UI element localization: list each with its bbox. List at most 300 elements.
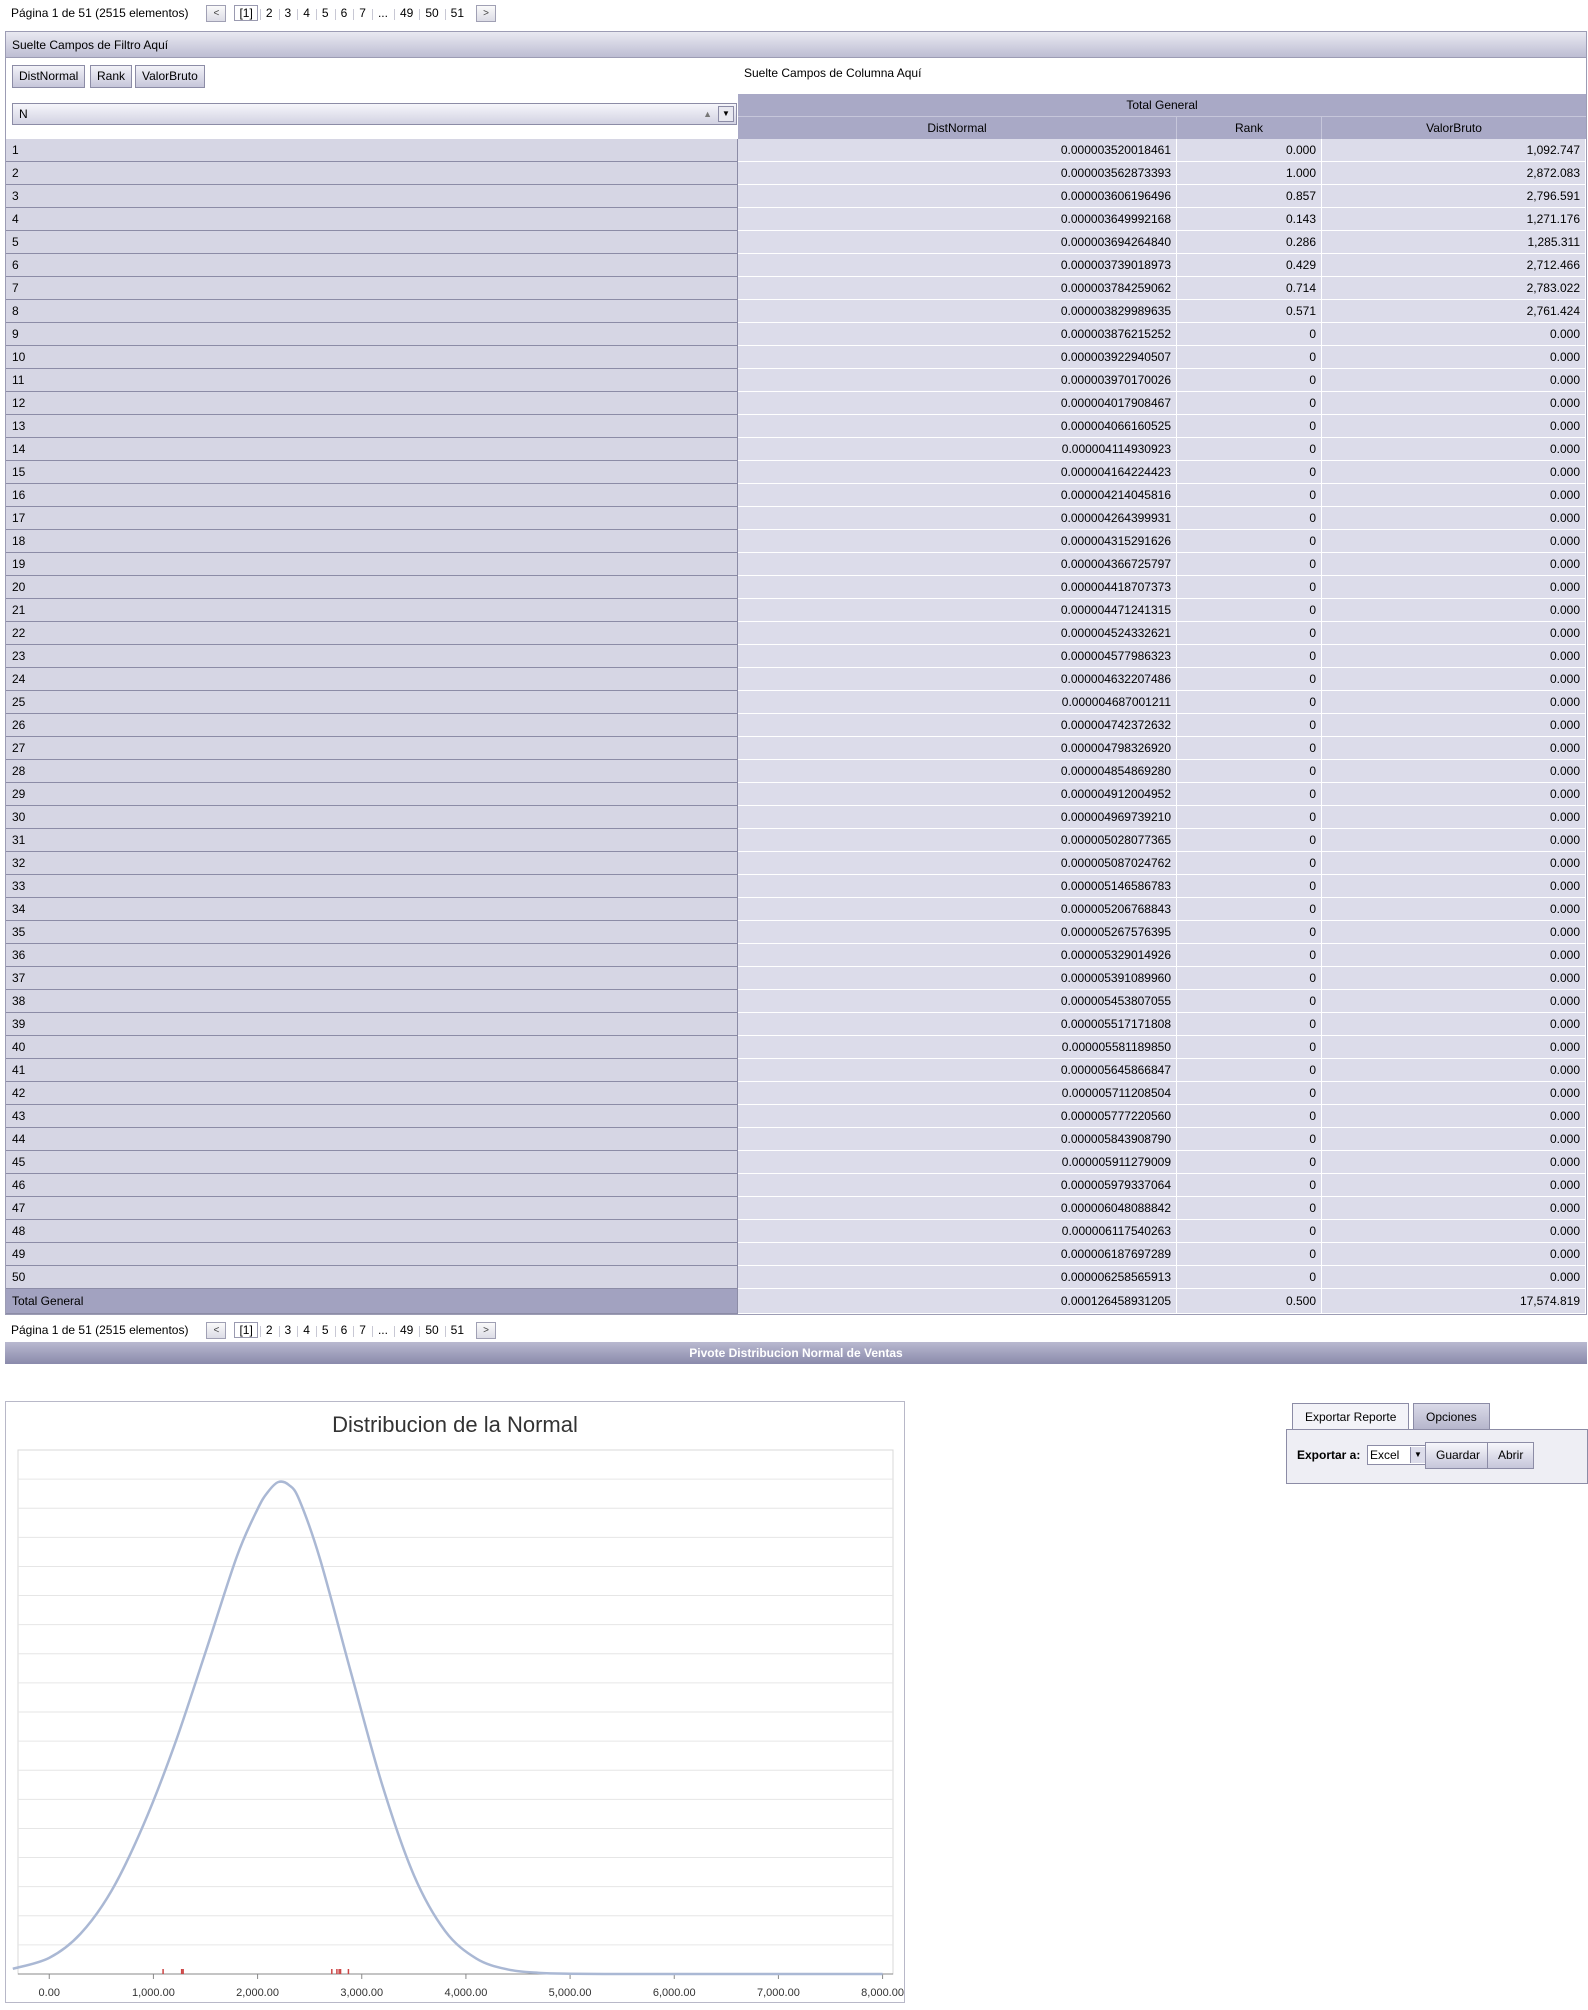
pager-bottom <box>5 1317 1587 1343</box>
page-link[interactable]: [1] <box>234 1322 257 1338</box>
cell-valorbruto: 1,285.311 <box>1322 231 1586 254</box>
cell-rank: 0 <box>1177 1220 1322 1243</box>
cell-rank: 0.714 <box>1177 277 1322 300</box>
page-ellipsis[interactable]: ... <box>372 1323 394 1337</box>
table-row[interactable] <box>6 990 1586 1013</box>
row-label: 15 <box>6 461 738 484</box>
cell-distnormal: 0.000004315291626 <box>738 530 1177 553</box>
row-label: 20 <box>6 576 738 599</box>
cell-valorbruto: 0.000 <box>1322 1036 1586 1059</box>
cell-valorbruto: 0.000 <box>1322 484 1586 507</box>
cell-valorbruto: 0.000 <box>1322 1197 1586 1220</box>
cell-valorbruto: 0.000 <box>1322 599 1586 622</box>
table-row[interactable] <box>6 392 1586 415</box>
cell-distnormal: 0.000004687001211 <box>738 691 1177 714</box>
cell-rank: 0 <box>1177 1151 1322 1174</box>
filter-dropdown-icon[interactable]: ▼ <box>718 106 734 122</box>
page-link[interactable]: 3 <box>279 1323 298 1337</box>
cell-distnormal: 0.000004577986323 <box>738 645 1177 668</box>
cell-rank: 0 <box>1177 1082 1322 1105</box>
row-field-n[interactable] <box>12 103 737 125</box>
row-label: 30 <box>6 806 738 829</box>
field-valorbruto-button[interactable]: ValorBruto <box>135 65 205 88</box>
table-row[interactable] <box>6 1197 1586 1220</box>
cell-rank: 0 <box>1177 599 1322 622</box>
row-label: 17 <box>6 507 738 530</box>
cell-valorbruto: 0.000 <box>1322 668 1586 691</box>
table-row[interactable] <box>6 875 1586 898</box>
table-row[interactable] <box>6 921 1586 944</box>
total-row <box>6 1289 1586 1314</box>
save-button[interactable]: Guardar <box>1425 1442 1491 1469</box>
cell-valorbruto: 0.000 <box>1322 1105 1586 1128</box>
cell-distnormal: 0.000004366725797 <box>738 553 1177 576</box>
page-link[interactable]: 49 <box>394 1323 419 1337</box>
export-body <box>1286 1429 1588 1484</box>
table-row[interactable] <box>6 645 1586 668</box>
cell-distnormal: 0.000004471241315 <box>738 599 1177 622</box>
table-row[interactable] <box>6 530 1586 553</box>
cell-distnormal: 0.000006258565913 <box>738 1266 1177 1289</box>
cell-rank: 0 <box>1177 1013 1322 1036</box>
x-tick-label: 7,000.00 <box>757 1987 800 1999</box>
table-row[interactable] <box>6 576 1586 599</box>
row-label: 42 <box>6 1082 738 1105</box>
row-label: 24 <box>6 668 738 691</box>
cell-valorbruto: 0.000 <box>1322 1082 1586 1105</box>
pivot-footer-title: Pivote Distribucion Normal de Ventas <box>5 1342 1587 1364</box>
cell-rank: 0 <box>1177 829 1322 852</box>
table-row[interactable] <box>6 553 1586 576</box>
cell-valorbruto: 0.000 <box>1322 507 1586 530</box>
cell-rank: 0.143 <box>1177 208 1322 231</box>
chevron-right-icon: > <box>483 7 489 19</box>
cell-rank: 0 <box>1177 760 1322 783</box>
cell-distnormal: 0.000005267576395 <box>738 921 1177 944</box>
table-row[interactable] <box>6 1220 1586 1243</box>
cell-rank: 0 <box>1177 691 1322 714</box>
page-link[interactable]: 51 <box>445 1323 470 1337</box>
cell-distnormal: 0.000003562873393 <box>738 162 1177 185</box>
row-label: 27 <box>6 737 738 760</box>
table-row[interactable] <box>6 737 1586 760</box>
table-row[interactable] <box>6 1105 1586 1128</box>
table-row[interactable] <box>6 852 1586 875</box>
cell-valorbruto: 0.000 <box>1322 438 1586 461</box>
cell-rank: 0 <box>1177 852 1322 875</box>
cell-distnormal: 0.000005206768843 <box>738 898 1177 921</box>
cell-rank: 0 <box>1177 1036 1322 1059</box>
cell-distnormal: 0.000005329014926 <box>738 944 1177 967</box>
cell-distnormal: 0.000003694264840 <box>738 231 1177 254</box>
row-label: 18 <box>6 530 738 553</box>
cell-valorbruto: 0.000 <box>1322 1013 1586 1036</box>
cell-rank: 0 <box>1177 783 1322 806</box>
cell-valorbruto: 2,712.466 <box>1322 254 1586 277</box>
row-label: 25 <box>6 691 738 714</box>
cell-valorbruto: 2,872.083 <box>1322 162 1586 185</box>
table-row[interactable] <box>6 1151 1586 1174</box>
page-ellipsis[interactable]: ... <box>372 6 394 20</box>
cell-valorbruto: 0.000 <box>1322 1128 1586 1151</box>
total-label: Total General <box>6 1289 738 1314</box>
cell-valorbruto: 0.000 <box>1322 760 1586 783</box>
export-format-select[interactable] <box>1367 1445 1427 1465</box>
row-label: 44 <box>6 1128 738 1151</box>
cell-valorbruto: 0.000 <box>1322 415 1586 438</box>
cell-valorbruto: 1,092.747 <box>1322 139 1586 162</box>
cell-valorbruto: 0.000 <box>1322 392 1586 415</box>
row-label: 12 <box>6 392 738 415</box>
cell-distnormal: 0.000004798326920 <box>738 737 1177 760</box>
row-label: 40 <box>6 1036 738 1059</box>
cell-distnormal: 0.000005453807055 <box>738 990 1177 1013</box>
cell-valorbruto: 0.000 <box>1322 369 1586 392</box>
row-label: 4 <box>6 208 738 231</box>
table-row[interactable] <box>6 231 1586 254</box>
chevron-left-icon: < <box>213 7 220 19</box>
cell-valorbruto: 0.000 <box>1322 967 1586 990</box>
table-row[interactable] <box>6 346 1586 369</box>
cell-rank: 0 <box>1177 438 1322 461</box>
total-distnormal: 0.000126458931205 <box>738 1289 1177 1314</box>
table-row[interactable] <box>6 967 1586 990</box>
page-link[interactable]: 7 <box>353 6 372 20</box>
cell-valorbruto: 0.000 <box>1322 645 1586 668</box>
page-link[interactable]: 6 <box>335 1323 354 1337</box>
cell-rank: 0 <box>1177 1174 1322 1197</box>
table-row[interactable] <box>6 162 1586 185</box>
page-link[interactable]: 5 <box>316 1323 335 1337</box>
next-page-button[interactable] <box>476 5 496 22</box>
table-row[interactable] <box>6 323 1586 346</box>
cell-distnormal: 0.000004114930923 <box>738 438 1177 461</box>
cell-distnormal: 0.000006048088842 <box>738 1197 1177 1220</box>
cell-distnormal: 0.000005087024762 <box>738 852 1177 875</box>
cell-valorbruto: 0.000 <box>1322 1243 1586 1266</box>
filter-drop-area[interactable]: Suelte Campos de Filtro Aquí <box>6 32 1586 58</box>
cell-distnormal: 0.000005979337064 <box>738 1174 1177 1197</box>
cell-valorbruto: 0.000 <box>1322 783 1586 806</box>
cell-valorbruto: 0.000 <box>1322 1266 1586 1289</box>
cell-distnormal: 0.000003922940507 <box>738 346 1177 369</box>
page-link[interactable]: 5 <box>316 6 335 20</box>
cell-valorbruto: 2,761.424 <box>1322 300 1586 323</box>
pivot-grid <box>5 31 1587 1315</box>
table-row[interactable] <box>6 622 1586 645</box>
row-label: 31 <box>6 829 738 852</box>
cell-rank: 0 <box>1177 392 1322 415</box>
row-label: 7 <box>6 277 738 300</box>
table-row[interactable] <box>6 369 1586 392</box>
table-row[interactable] <box>6 1128 1586 1151</box>
cell-distnormal: 0.000003520018461 <box>738 139 1177 162</box>
cell-rank: 0 <box>1177 530 1322 553</box>
cell-rank: 0.286 <box>1177 231 1322 254</box>
normal-distribution-chart <box>6 1402 904 2002</box>
cell-distnormal: 0.000006117540263 <box>738 1220 1177 1243</box>
row-label: 46 <box>6 1174 738 1197</box>
table-row[interactable] <box>6 1013 1586 1036</box>
table-row[interactable] <box>6 254 1586 277</box>
page-link[interactable]: 50 <box>419 6 444 20</box>
cell-rank: 0 <box>1177 668 1322 691</box>
cell-valorbruto: 0.000 <box>1322 990 1586 1013</box>
table-row[interactable] <box>6 185 1586 208</box>
cell-rank: 0 <box>1177 1128 1322 1151</box>
row-label: 41 <box>6 1059 738 1082</box>
table-row[interactable] <box>6 668 1586 691</box>
cell-distnormal: 0.000005391089960 <box>738 967 1177 990</box>
cell-rank: 0 <box>1177 553 1322 576</box>
cell-valorbruto: 0.000 <box>1322 622 1586 645</box>
cell-distnormal: 0.000003739018973 <box>738 254 1177 277</box>
page-link[interactable]: [1] <box>234 5 257 21</box>
row-label: 29 <box>6 783 738 806</box>
cell-distnormal: 0.000003970170026 <box>738 369 1177 392</box>
page-link[interactable]: 49 <box>394 6 419 20</box>
table-row[interactable] <box>6 1059 1586 1082</box>
page-link[interactable]: 2 <box>260 6 279 20</box>
cell-rank: 0 <box>1177 1243 1322 1266</box>
table-row[interactable] <box>6 714 1586 737</box>
cell-distnormal: 0.000004418707373 <box>738 576 1177 599</box>
page-link[interactable]: 51 <box>445 6 470 20</box>
cell-rank: 0 <box>1177 323 1322 346</box>
cell-distnormal: 0.000004264399931 <box>738 507 1177 530</box>
cell-distnormal: 0.000005146586783 <box>738 875 1177 898</box>
cell-rank: 0 <box>1177 1197 1322 1220</box>
chevron-right-icon: > <box>483 1324 489 1336</box>
row-label: 36 <box>6 944 738 967</box>
cell-valorbruto: 0.000 <box>1322 691 1586 714</box>
x-tick-label: 8,000.00 <box>861 1987 904 1999</box>
prev-page-button[interactable] <box>206 5 226 22</box>
table-row[interactable] <box>6 484 1586 507</box>
row-label: 39 <box>6 1013 738 1036</box>
table-row[interactable] <box>6 1174 1586 1197</box>
field-distnormal-button[interactable]: DistNormal <box>12 65 85 88</box>
tab-export-report[interactable]: Exportar Reporte <box>1292 1403 1409 1429</box>
row-label: 49 <box>6 1243 738 1266</box>
table-row[interactable] <box>6 944 1586 967</box>
cell-distnormal: 0.000004632207486 <box>738 668 1177 691</box>
chevron-down-icon: ▼ <box>1410 1447 1425 1463</box>
table-row[interactable] <box>6 1036 1586 1059</box>
cell-rank: 0.429 <box>1177 254 1322 277</box>
row-label: 22 <box>6 622 738 645</box>
page-link[interactable]: 6 <box>335 6 354 20</box>
row-label: 10 <box>6 346 738 369</box>
table-row[interactable] <box>6 806 1586 829</box>
table-row[interactable] <box>6 691 1586 714</box>
cell-valorbruto: 0.000 <box>1322 323 1586 346</box>
pager-top <box>5 0 1587 26</box>
chevron-left-icon: < <box>213 1324 220 1336</box>
sort-icon: ▲ <box>703 109 712 119</box>
table-row[interactable] <box>6 898 1586 921</box>
table-row[interactable] <box>6 415 1586 438</box>
cell-valorbruto: 0.000 <box>1322 1220 1586 1243</box>
cell-distnormal: 0.000004214045816 <box>738 484 1177 507</box>
table-row[interactable] <box>6 507 1586 530</box>
cell-distnormal: 0.000004969739210 <box>738 806 1177 829</box>
cell-rank: 0 <box>1177 576 1322 599</box>
page-link[interactable]: 50 <box>419 1323 444 1337</box>
table-row[interactable] <box>6 1082 1586 1105</box>
table-row[interactable] <box>6 1243 1586 1266</box>
table-row[interactable] <box>6 208 1586 231</box>
cell-valorbruto: 0.000 <box>1322 921 1586 944</box>
col-header-rank[interactable]: Rank <box>1177 117 1322 139</box>
x-tick-label: 3,000.00 <box>340 1987 384 1999</box>
cell-distnormal: 0.000003876215252 <box>738 323 1177 346</box>
row-label: 8 <box>6 300 738 323</box>
cell-distnormal: 0.000004854869280 <box>738 760 1177 783</box>
cell-rank: 0.571 <box>1177 300 1322 323</box>
col-header-distnormal[interactable]: DistNormal <box>738 117 1177 139</box>
x-tick-label: 4,000.00 <box>444 1987 488 1999</box>
cell-distnormal: 0.000006187697289 <box>738 1243 1177 1266</box>
page-link[interactable]: 7 <box>353 1323 372 1337</box>
cell-rank: 0 <box>1177 967 1322 990</box>
row-label: 45 <box>6 1151 738 1174</box>
table-row[interactable] <box>6 139 1586 162</box>
row-label: 19 <box>6 553 738 576</box>
table-row[interactable] <box>6 829 1586 852</box>
cell-distnormal: 0.000004017908467 <box>738 392 1177 415</box>
cell-valorbruto: 0.000 <box>1322 1151 1586 1174</box>
next-page-button[interactable] <box>476 1322 496 1339</box>
table-row[interactable] <box>6 760 1586 783</box>
page-link[interactable]: 4 <box>297 1323 316 1337</box>
cell-rank: 1.000 <box>1177 162 1322 185</box>
cell-valorbruto: 0.000 <box>1322 553 1586 576</box>
export-format-value: Excel <box>1370 1448 1400 1462</box>
cell-distnormal: 0.000004164224423 <box>738 461 1177 484</box>
cell-rank: 0 <box>1177 1105 1322 1128</box>
page-link[interactable]: 4 <box>297 6 316 20</box>
row-label: 50 <box>6 1266 738 1289</box>
row-label: 16 <box>6 484 738 507</box>
total-general-header: Total General <box>738 94 1586 117</box>
cell-valorbruto: 0.000 <box>1322 1059 1586 1082</box>
cell-rank: 0 <box>1177 622 1322 645</box>
cell-distnormal: 0.000005645866847 <box>738 1059 1177 1082</box>
tab-options[interactable]: Opciones <box>1413 1403 1490 1429</box>
row-label: 32 <box>6 852 738 875</box>
cell-distnormal: 0.000004912004952 <box>738 783 1177 806</box>
export-panel <box>1286 1403 1588 1485</box>
table-row[interactable] <box>6 461 1586 484</box>
cell-rank: 0 <box>1177 806 1322 829</box>
cell-rank: 0 <box>1177 944 1322 967</box>
cell-valorbruto: 0.000 <box>1322 944 1586 967</box>
row-label: 3 <box>6 185 738 208</box>
cell-valorbruto: 2,783.022 <box>1322 277 1586 300</box>
table-row[interactable] <box>6 300 1586 323</box>
cell-valorbruto: 0.000 <box>1322 737 1586 760</box>
cell-rank: 0.857 <box>1177 185 1322 208</box>
cell-valorbruto: 0.000 <box>1322 1174 1586 1197</box>
pager-info: Página 1 de 51 (2515 elementos) <box>11 1323 189 1337</box>
cell-valorbruto: 0.000 <box>1322 898 1586 921</box>
cell-distnormal: 0.000005911279009 <box>738 1151 1177 1174</box>
cell-rank: 0 <box>1177 346 1322 369</box>
open-button[interactable]: Abrir <box>1487 1442 1534 1469</box>
cell-distnormal: 0.000003606196496 <box>738 185 1177 208</box>
row-label: 11 <box>6 369 738 392</box>
page-link[interactable]: 2 <box>260 1323 279 1337</box>
cell-distnormal: 0.000004066160525 <box>738 415 1177 438</box>
row-label: 26 <box>6 714 738 737</box>
cell-valorbruto: 0.000 <box>1322 852 1586 875</box>
cell-rank: 0 <box>1177 461 1322 484</box>
column-headers <box>738 94 1586 139</box>
table-row[interactable] <box>6 277 1586 300</box>
row-label: 38 <box>6 990 738 1013</box>
cell-rank: 0 <box>1177 415 1322 438</box>
cell-valorbruto: 0.000 <box>1322 346 1586 369</box>
cell-valorbruto: 1,271.176 <box>1322 208 1586 231</box>
page-link[interactable]: 3 <box>279 6 298 20</box>
table-row[interactable] <box>6 1266 1586 1289</box>
row-label: 21 <box>6 599 738 622</box>
row-label: 35 <box>6 921 738 944</box>
col-header-valorbruto[interactable]: ValorBruto <box>1426 121 1482 135</box>
row-label: 23 <box>6 645 738 668</box>
cell-rank: 0 <box>1177 898 1322 921</box>
row-label: 2 <box>6 162 738 185</box>
row-label: 48 <box>6 1220 738 1243</box>
cell-distnormal: 0.000005517171808 <box>738 1013 1177 1036</box>
cell-valorbruto: 0.000 <box>1322 875 1586 898</box>
row-label: 6 <box>6 254 738 277</box>
total-rank: 0.500 <box>1177 1289 1322 1314</box>
cell-distnormal: 0.000005581189850 <box>738 1036 1177 1059</box>
row-label: 1 <box>6 139 738 162</box>
export-label: Exportar a: <box>1297 1448 1361 1462</box>
row-label: 34 <box>6 898 738 921</box>
cell-distnormal: 0.000003649992168 <box>738 208 1177 231</box>
row-label: 33 <box>6 875 738 898</box>
pager-info: Página 1 de 51 (2515 elementos) <box>11 6 189 20</box>
field-rank-button[interactable]: Rank <box>90 65 132 88</box>
cell-rank: 0 <box>1177 990 1322 1013</box>
cell-rank: 0 <box>1177 921 1322 944</box>
cell-rank: 0 <box>1177 714 1322 737</box>
total-valorbruto: 17,574.819 <box>1322 1289 1586 1314</box>
table-row[interactable] <box>6 783 1586 806</box>
table-row[interactable] <box>6 438 1586 461</box>
cell-rank: 0 <box>1177 369 1322 392</box>
prev-page-button[interactable] <box>206 1322 226 1339</box>
cell-distnormal: 0.000005028077365 <box>738 829 1177 852</box>
table-row[interactable] <box>6 599 1586 622</box>
cell-rank: 0 <box>1177 484 1322 507</box>
pivot-rows <box>6 139 1586 1289</box>
cell-distnormal: 0.000004524332621 <box>738 622 1177 645</box>
cell-rank: 0 <box>1177 507 1322 530</box>
row-label: 28 <box>6 760 738 783</box>
cell-rank: 0 <box>1177 737 1322 760</box>
cell-valorbruto: 0.000 <box>1322 576 1586 599</box>
column-drop-area[interactable]: Suelte Campos de Columna Aquí <box>744 66 922 80</box>
row-label: 9 <box>6 323 738 346</box>
cell-valorbruto: 0.000 <box>1322 829 1586 852</box>
row-label: 13 <box>6 415 738 438</box>
cell-valorbruto: 0.000 <box>1322 530 1586 553</box>
